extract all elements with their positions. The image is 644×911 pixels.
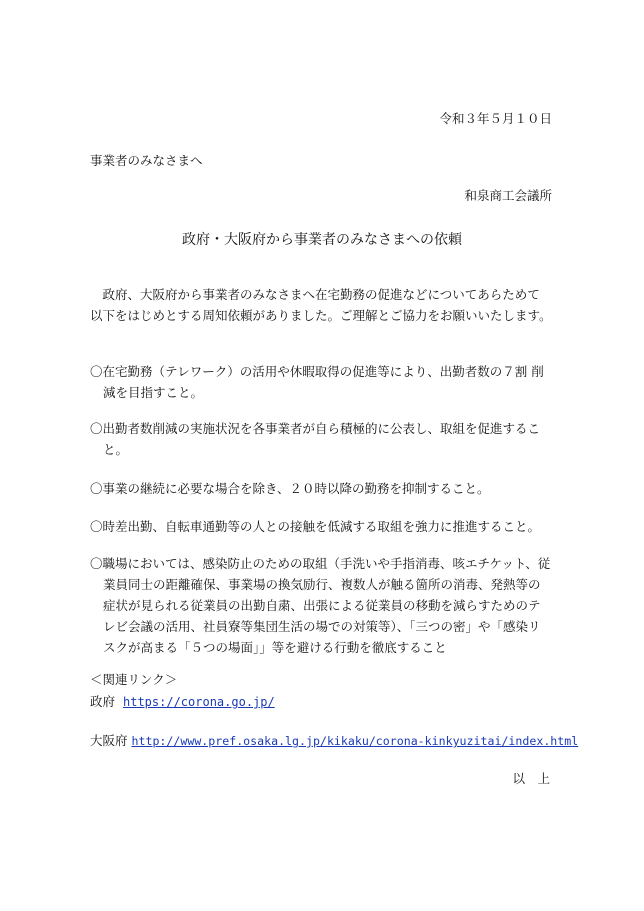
recipient-line: 事業者のみなさまへ (90, 153, 203, 168)
date-line: 令和３年５月１０日 (439, 111, 552, 126)
list-item: 〇職場においては、感染防止のための取組（手洗いや手指消毒、咳エチケット、従業員同士の距離確保、事業場の換気励行、複数人が触る箇所の消毒、発熱等の症状が見られる従業員の出勤自粛、出張による従業員の移動を減らすためのテレビ会議の活用、社員寮等集団生活の場での対策等）、「三つの密」や「感染リスクが高まる「５つの場面」」等を避ける行動を徹底すること (90, 556, 551, 655)
gov-link[interactable]: https://corona.go.jp/ (123, 695, 275, 709)
osaka-label: 大阪府 (90, 733, 128, 748)
list-item: 〇時差出勤、自転車通勤等の人との接触を低減する取組を強力に推進すること。 (90, 519, 541, 534)
gov-link-row (90, 694, 275, 710)
gov-label: 政府 (90, 694, 116, 709)
osaka-link[interactable]: http://www.pref.osaka.lg.jp/kikaku/corona-kinkyuzitai/index.html (131, 734, 579, 748)
intro-paragraph: 政府、大阪府から事業者のみなさまへ在宅勤務の促進などについてあらためて以下をはじめとする周知依頼がありました。ご理解とご協力をお願いいたします。 (90, 287, 552, 323)
list-item: 〇事業の継続に必要な場合を除き、２０時以降の勤務を抑制すること。 (90, 481, 490, 496)
osaka-link-row (90, 733, 578, 749)
related-links-heading: ＜関連リンク＞ (90, 672, 178, 687)
page-title: 政府・大阪府から事業者のみなさまへの依頼 (182, 232, 462, 248)
closing-text: 以 上 (512, 771, 550, 786)
sender-line: 和泉商工会議所 (464, 188, 552, 203)
list-item: 〇在宅勤務（テレワーク）の活用や休暇取得の促進等により、出勤者数の７割 削減を目指すこと。 (90, 364, 544, 400)
list-item: 〇出勤者数削減の実施状況を各事業者が自ら積極的に公表し、取組を促進すること。 (90, 421, 541, 457)
